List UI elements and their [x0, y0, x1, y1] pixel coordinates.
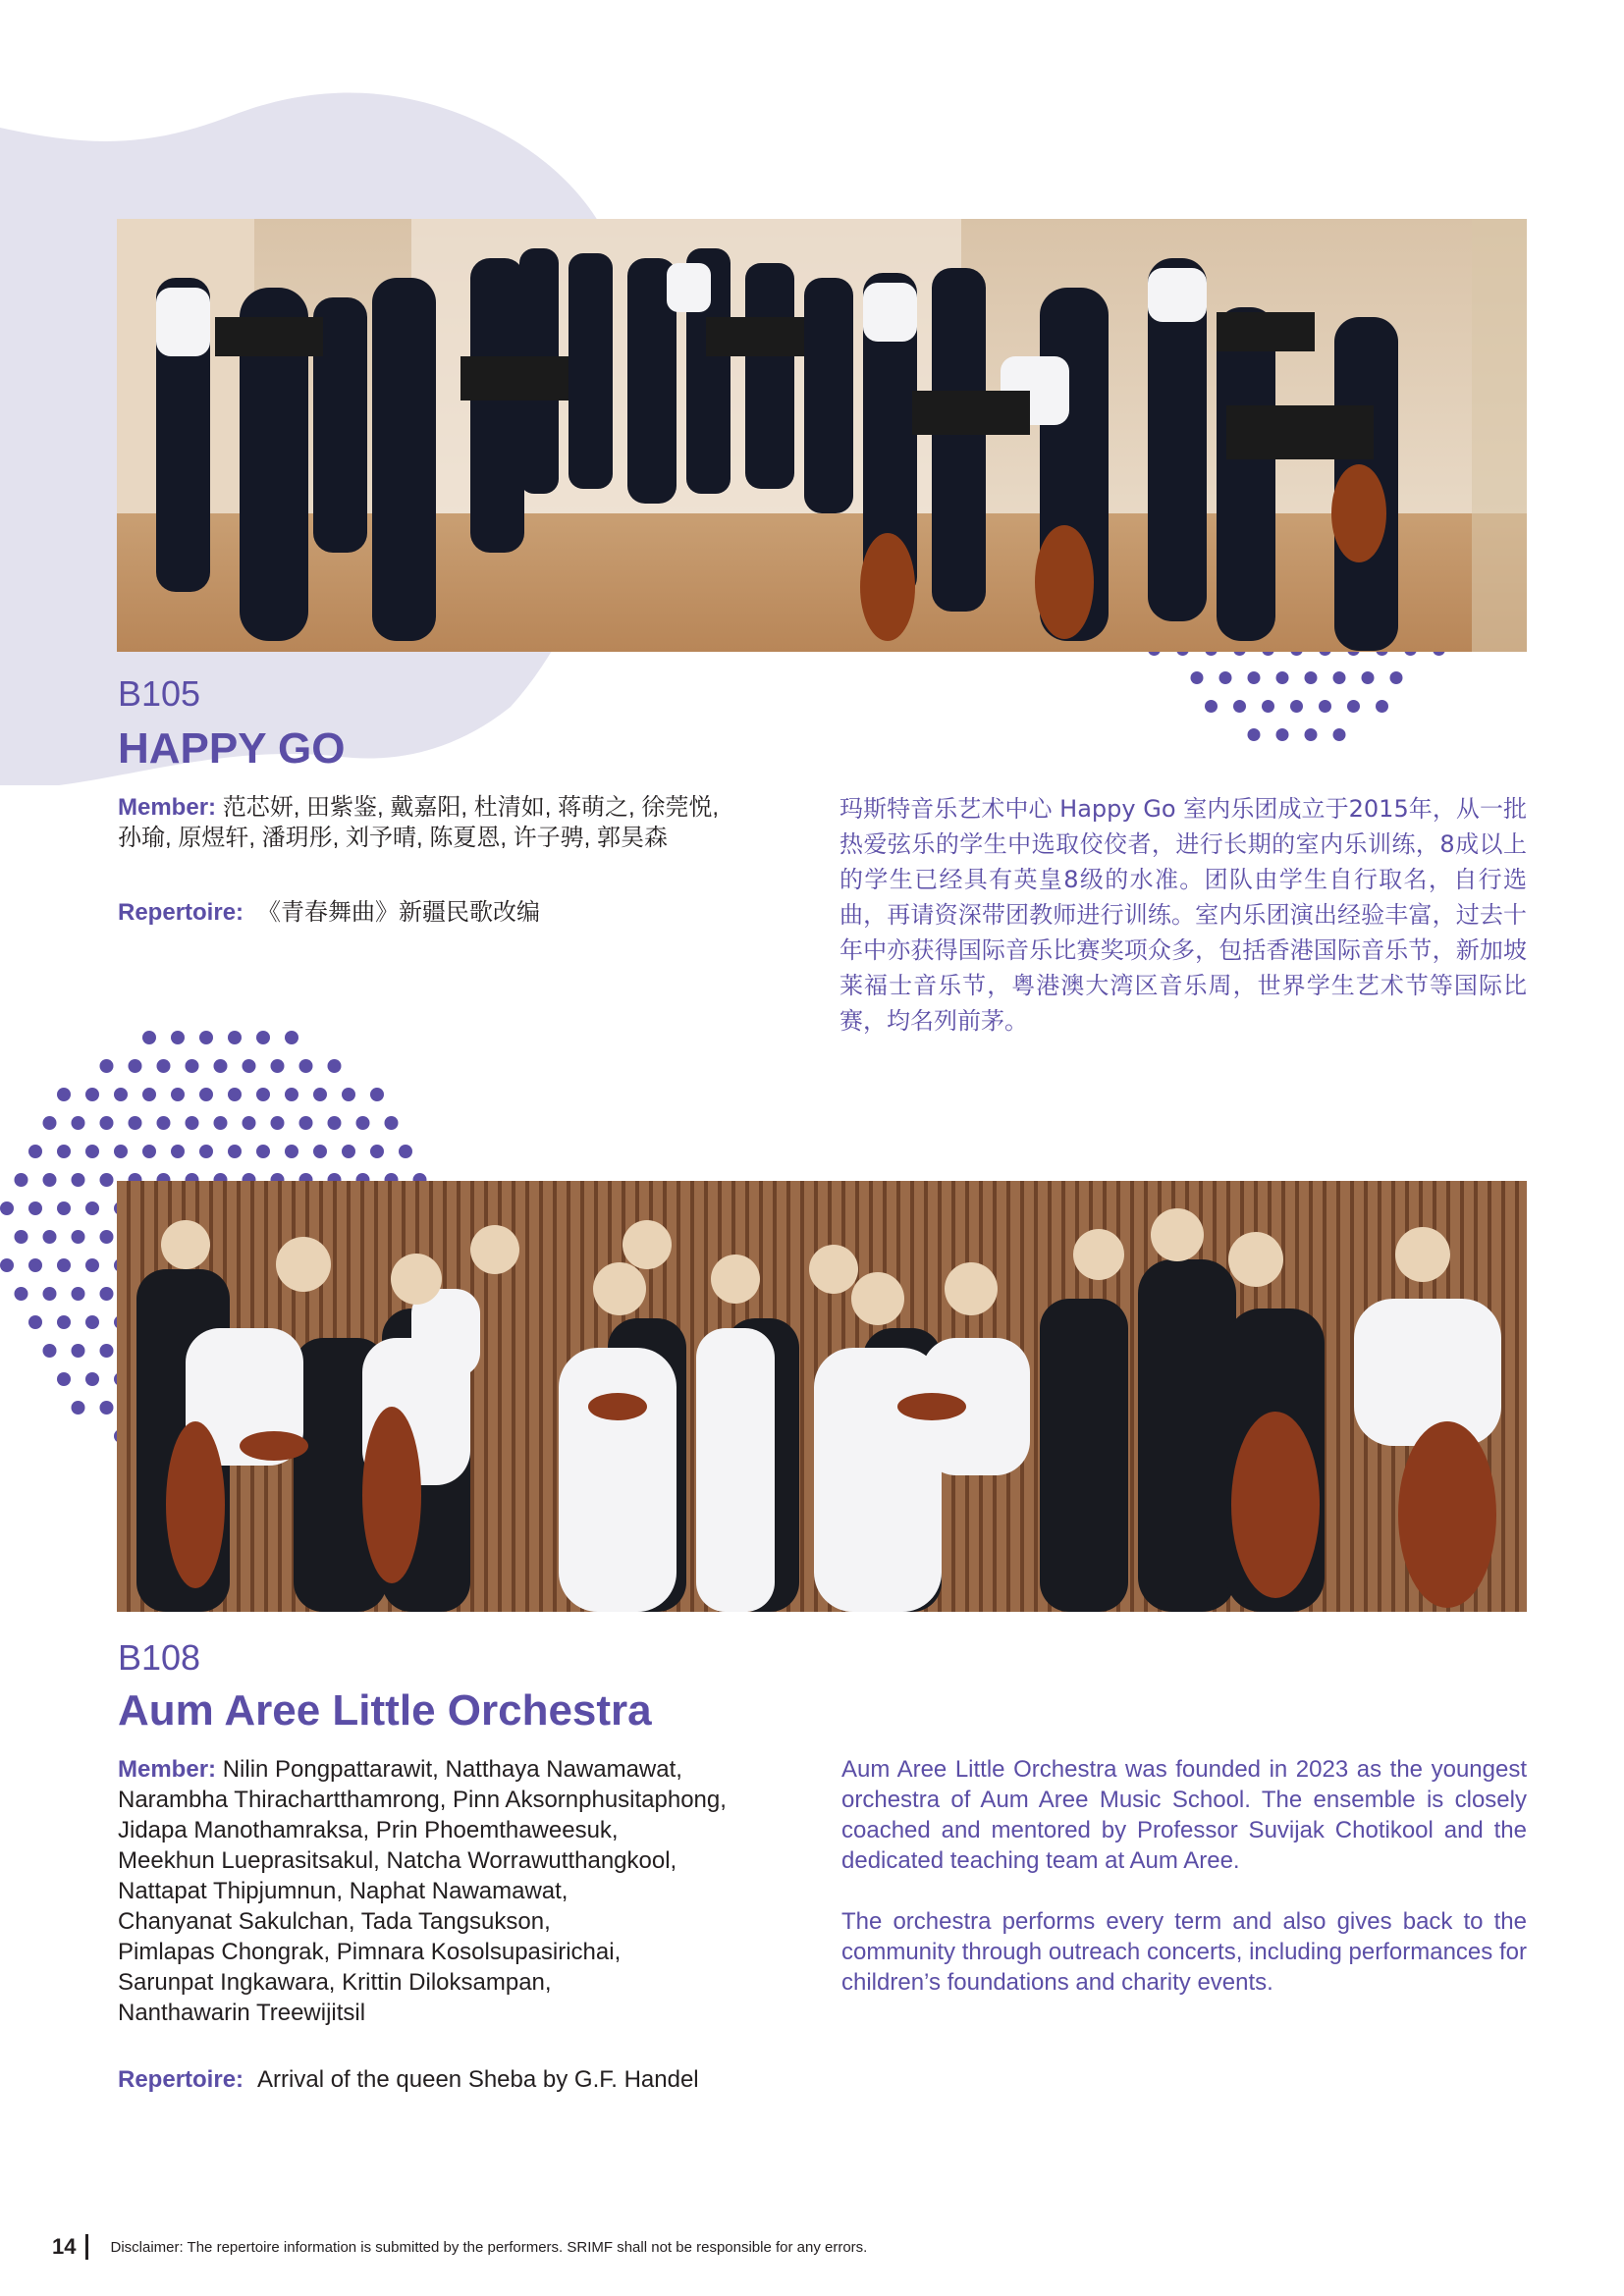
decorative-dot: [157, 1059, 171, 1073]
decorative-dot: [1219, 671, 1232, 684]
decorative-dot: [186, 1059, 199, 1073]
decorative-dot: [171, 1145, 185, 1158]
footer-divider: [85, 2234, 88, 2260]
decorative-dot: [285, 1088, 298, 1101]
member-label: Member:: [118, 1756, 217, 1783]
decorative-dot: [72, 1287, 85, 1301]
decorative-dot: [28, 1145, 42, 1158]
decorative-dot: [100, 1401, 114, 1415]
decorative-dot: [299, 1116, 313, 1130]
decorative-dot: [43, 1116, 57, 1130]
decorative-dot: [114, 1145, 128, 1158]
decorative-dot: [271, 1059, 285, 1073]
decorative-dot: [85, 1088, 99, 1101]
member-names: Nilin Pongpattarawit, Natthaya Nawamawat,: [222, 1756, 682, 1783]
decorative-dot: [1319, 700, 1331, 713]
page-number: 14: [52, 2234, 77, 2259]
member-line: Sarunpat Ingkawara, Krittin Diloksampan,: [118, 1969, 552, 1996]
decorative-dot: [299, 1059, 313, 1073]
member-line: [118, 792, 719, 823]
member-label: Member:: [118, 794, 217, 821]
decorative-dot: [313, 1088, 327, 1101]
decorative-dot: [43, 1230, 57, 1244]
decorative-dot: [43, 1173, 57, 1187]
decorative-dot: [214, 1116, 228, 1130]
decorative-dot: [1205, 700, 1218, 713]
decorative-dot: [43, 1287, 57, 1301]
decorative-dot: [1290, 700, 1303, 713]
decorative-dot: [57, 1201, 71, 1215]
repertoire-line: [118, 2064, 699, 2095]
description-paragraph: Aum Aree Little Orchestra was founded in 2023 as the youngest orchestra of Aum Aree Music School. The ensemble is closely coached and mentored by Professor Suvijak Chotikool and the dedicated teaching team at Aum Aree.: [841, 1756, 1527, 1874]
decorative-dot: [100, 1059, 114, 1073]
decorative-dot: [0, 1201, 14, 1215]
decorative-dot: [1333, 671, 1346, 684]
decorative-dot: [1233, 700, 1246, 713]
decorative-dot: [228, 1145, 242, 1158]
decorative-dot: [271, 1116, 285, 1130]
decorative-dot: [57, 1315, 71, 1329]
decorative-dot: [157, 1116, 171, 1130]
repertoire-line: [118, 897, 540, 928]
member-line: Pimlapas Chongrak, Pimnara Kosolsupasirichai,: [118, 1939, 622, 1965]
decorative-dot: [199, 1031, 213, 1044]
ensemble-description: [841, 1754, 1527, 2028]
decorative-dot: [85, 1315, 99, 1329]
ensemble-description: [839, 791, 1527, 1039]
decorative-dot: [342, 1145, 355, 1158]
repertoire-piece: Arrival of the queen Sheba by G.F. Handel: [257, 2066, 699, 2093]
decorative-dot: [85, 1201, 99, 1215]
member-line: Nanthawarin Treewijitsil: [118, 2000, 366, 2026]
decorative-dot: [243, 1116, 256, 1130]
description-paragraph: The orchestra performs every term and also gives back to the community through outreach concerts, including performances for children’s foundations and charity events.: [841, 1908, 1527, 1996]
decorative-dot: [85, 1258, 99, 1272]
decorative-dot: [356, 1116, 370, 1130]
decorative-dot: [85, 1372, 99, 1386]
decorative-dot: [370, 1088, 384, 1101]
decorative-dot: [342, 1088, 355, 1101]
decorative-dot: [1262, 700, 1274, 713]
decorative-dot: [15, 1287, 28, 1301]
decorative-dot: [100, 1173, 114, 1187]
decorative-dot: [171, 1031, 185, 1044]
decorative-dot: [100, 1230, 114, 1244]
decorative-dot: [186, 1116, 199, 1130]
decorative-dot: [72, 1230, 85, 1244]
decorative-dot: [28, 1201, 42, 1215]
decorative-dot: [100, 1116, 114, 1130]
decorative-dot: [72, 1401, 85, 1415]
member-list: [118, 1754, 727, 2028]
member-line: 孙瑜, 原煜轩, 潘玥彤, 刘予晴, 陈夏恩, 许子骋, 郭昊森: [118, 825, 669, 851]
member-line: Nattapat Thipjumnun, Naphat Nawamawat,: [118, 1878, 568, 1904]
decorative-dot: [1305, 728, 1318, 741]
disclaimer-text: Disclaimer: The repertoire information is submitted by the performers. SRIMF shall not be responsible for any errors.: [110, 2238, 868, 2256]
decorative-dot: [1191, 671, 1204, 684]
decorative-dot: [142, 1031, 156, 1044]
decorative-dot: [1276, 728, 1289, 741]
member-list: [118, 792, 719, 853]
decorative-dot: [1362, 671, 1375, 684]
decorative-dot: [57, 1145, 71, 1158]
decorative-dot: [15, 1230, 28, 1244]
decorative-dot: [399, 1145, 412, 1158]
decorative-dot: [328, 1116, 342, 1130]
decorative-dot: [285, 1145, 298, 1158]
decorative-dot: [313, 1145, 327, 1158]
ensemble-photo-happy-go: [117, 219, 1527, 652]
decorative-dot: [1333, 728, 1346, 741]
decorative-dot: [100, 1344, 114, 1358]
decorative-dot: [328, 1059, 342, 1073]
section-code: B108: [118, 1637, 201, 1678]
decorative-dot: [15, 1173, 28, 1187]
decorative-dot: [256, 1031, 270, 1044]
decorative-dot: [43, 1344, 57, 1358]
decorative-dot: [57, 1088, 71, 1101]
decorative-dot: [1276, 671, 1289, 684]
decorative-dot: [129, 1059, 142, 1073]
decorative-dot: [57, 1258, 71, 1272]
decorative-dot: [1376, 700, 1388, 713]
decorative-dot: [243, 1059, 256, 1073]
decorative-dot: [129, 1116, 142, 1130]
decorative-dot: [72, 1173, 85, 1187]
decorative-dot: [142, 1088, 156, 1101]
decorative-dot: [57, 1372, 71, 1386]
decorative-dot: [199, 1145, 213, 1158]
decorative-dot: [1248, 728, 1261, 741]
decorative-dot: [142, 1145, 156, 1158]
decorative-dot: [72, 1344, 85, 1358]
decorative-dot: [28, 1258, 42, 1272]
member-names: 范芯妍, 田紫鉴, 戴嘉阳, 杜清如, 蒋萌之, 徐莞悦,: [222, 794, 720, 821]
decorative-dot: [28, 1315, 42, 1329]
repertoire-label: Repertoire:: [118, 899, 244, 926]
decorative-dot: [1248, 671, 1261, 684]
ensemble-photo-aum-aree: [117, 1181, 1527, 1612]
decorative-dot: [72, 1116, 85, 1130]
ensemble-title: Aum Aree Little Orchestra: [118, 1686, 652, 1735]
member-line: [118, 1754, 727, 1785]
decorative-dot: [228, 1031, 242, 1044]
decorative-dot: [1390, 671, 1403, 684]
member-line: Meekhun Lueprasitsakul, Natcha Worrawutthangkool,: [118, 1847, 677, 1874]
description-paragraph: 玛斯特音乐艺术中心 Happy Go 室内乐团成立于2015年，从一批热爱弦乐的学生中选取佼佼者，进行长期的室内乐训练，8成以上的学生已经具有英皇8级的水准。团队由学生自行取名，自行选曲，再请资深带团教师进行训练。室内乐团演出经验丰富，过去十年中亦获得国际音乐比赛奖项众多，包括香港国际音乐节，新加坡莱福士音乐节，粤港澳大湾区音乐周，世界学生艺术节等国际比赛，均名列前茅。: [839, 795, 1527, 1035]
member-line: Jidapa Manothamraksa, Prin Phoemthaweesuk,: [118, 1817, 619, 1843]
member-line: Chanyanat Sakulchan, Tada Tangsukson,: [118, 1908, 551, 1935]
decorative-dot: [214, 1059, 228, 1073]
decorative-dot: [370, 1145, 384, 1158]
decorative-dot: [114, 1088, 128, 1101]
decorative-dot-pattern: [1119, 643, 1473, 741]
decorative-dot: [1305, 671, 1318, 684]
decorative-dot: [0, 1258, 14, 1272]
decorative-dot: [256, 1145, 270, 1158]
section-code: B105: [118, 673, 201, 714]
decorative-dot: [228, 1088, 242, 1101]
decorative-dot: [385, 1116, 399, 1130]
decorative-dot: [199, 1088, 213, 1101]
decorative-dot: [1347, 700, 1360, 713]
repertoire-label: Repertoire:: [118, 2066, 244, 2093]
decorative-dot: [171, 1088, 185, 1101]
member-line: Narambha Thirachartthamrong, Pinn Aksornphusitaphong,: [118, 1787, 727, 1813]
decorative-dot: [256, 1088, 270, 1101]
decorative-dot: [85, 1145, 99, 1158]
page-footer: [52, 2234, 867, 2260]
ensemble-title: HAPPY GO: [118, 724, 346, 773]
decorative-dot: [285, 1031, 298, 1044]
repertoire-piece: 《青春舞曲》新疆民歌改编: [257, 899, 541, 926]
decorative-dot: [100, 1287, 114, 1301]
